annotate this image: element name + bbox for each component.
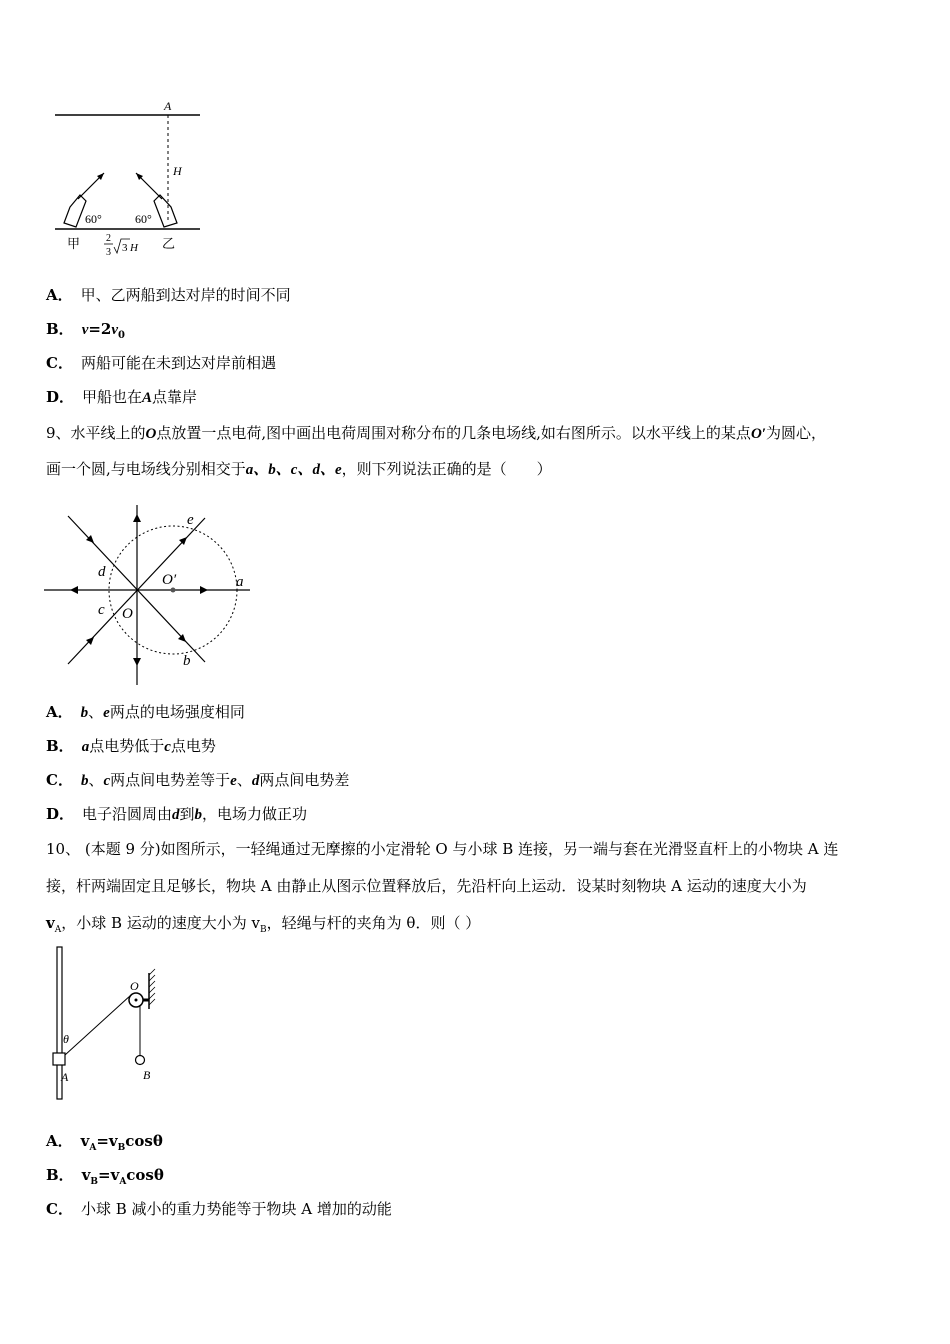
- q10-option-a: A． $v_A=v_B\cos\theta$: [46, 1132, 163, 1153]
- q10-option-c: C． 小球 B 减小的重力势能等于物块 A 增加的动能: [46, 1200, 392, 1218]
- label-A: A: [61, 1070, 69, 1084]
- q10-stem-line3: $v_A$，小球 B 运动的速度大小为 $v_B$，轻绳与杆的夹角为 θ．则（ ）: [46, 914, 481, 935]
- q9-stem-line2: 画一个圆,与电场线分别相交于a、b、c、d、e，则下列说法正确的是（ ）: [46, 460, 552, 478]
- arrow-down: [133, 658, 141, 666]
- q9-option-b: B． a点电势低于c点电势: [46, 737, 216, 755]
- electric-field-figure: [40, 500, 260, 690]
- angle-right-label: 60°: [135, 212, 152, 226]
- label-a: a: [236, 574, 244, 590]
- distance-label: [104, 233, 139, 258]
- label-b: b: [183, 653, 191, 669]
- q9-option-a: A． b、e两点的电场强度相同: [46, 703, 245, 721]
- svg-text:H: H: [130, 242, 138, 254]
- q8-option-a: A． 甲、乙两船到达对岸的时间不同: [46, 286, 291, 304]
- q10-stem-line2: 接，杆两端固定且足够长，物块 A 由静止从图示位置释放后，先沿杆向上运动．设某时刻物块 A 运动的速度大小为: [46, 877, 807, 895]
- height-H-label: H: [173, 164, 182, 178]
- ball-B: [136, 1056, 145, 1065]
- label-O: O: [122, 606, 133, 622]
- center-O2-dot: [171, 588, 176, 593]
- boat-jia-label: 甲: [67, 236, 81, 251]
- label-O2: O′: [162, 572, 177, 588]
- q8-option-c: C． 两船可能在未到达对岸前相遇: [46, 354, 276, 372]
- arrow-up: [133, 514, 141, 522]
- q8-option-b: B． $v=2v_0$: [46, 320, 126, 341]
- q10-stem-line1: 10、 (本题 9 分)如图所示，一轻绳通过无摩擦的小定滑轮 O 与小球 B 连接，另一端与套在光滑竖直杆上的小物块 A 连: [46, 840, 839, 858]
- svg-text:3: 3: [122, 242, 128, 254]
- q9-option-d: D． 电子沿圆周由d到b，电场力做正功: [46, 805, 308, 823]
- pulley-figure: [45, 945, 175, 1105]
- wall-hatching: [149, 969, 155, 1005]
- block-A: [53, 1053, 65, 1065]
- arrow-right: [200, 586, 208, 594]
- q10-option-b: B． $v_B=v_A\cos\theta$: [46, 1166, 164, 1187]
- arrow-left: [70, 586, 78, 594]
- label-O: O: [130, 979, 139, 993]
- point-A-label: A: [164, 99, 172, 113]
- svg-text:3: 3: [106, 247, 111, 258]
- angle-left-label: 60°: [85, 212, 102, 226]
- rope-to-A: [65, 995, 131, 1055]
- label-theta: θ: [63, 1032, 69, 1046]
- river-crossing-figure: [50, 95, 210, 265]
- svg-text:2: 2: [106, 233, 111, 244]
- q8-option-d: D． 甲船也在A点靠岸: [46, 388, 198, 406]
- q9-option-c: C． b、c两点间电势差等于e、d两点间电势差: [46, 771, 350, 789]
- boat-yi-label: 乙: [162, 236, 176, 251]
- label-d: d: [98, 564, 106, 580]
- label-c: c: [98, 602, 105, 618]
- label-B: B: [143, 1068, 151, 1082]
- q9-stem-line1: 9、水平线上的O点放置一点电荷,图中画出电荷周围对称分布的几条电场线,如右图所示。以水平线上的某点O′为圆心，: [46, 424, 827, 442]
- label-e: e: [187, 512, 194, 528]
